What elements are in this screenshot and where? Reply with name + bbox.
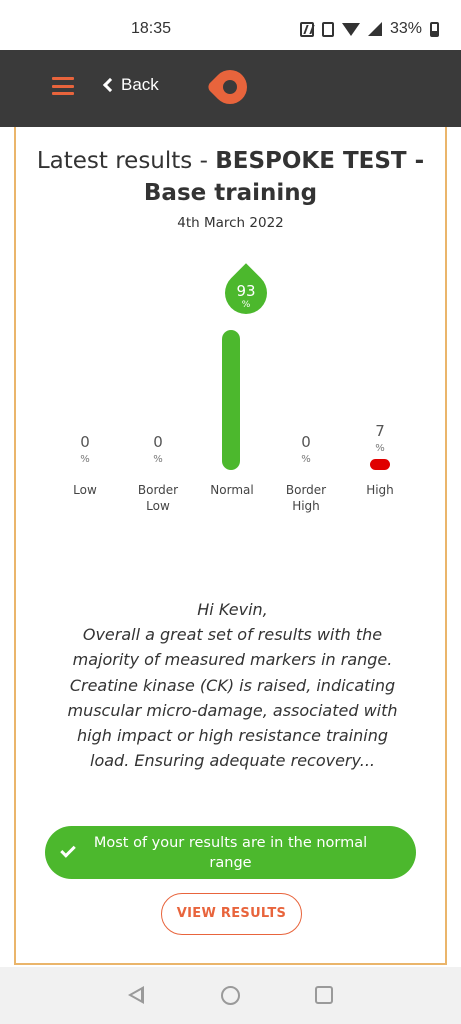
result-column-high xyxy=(343,422,417,454)
result-label-border-high: Border High xyxy=(285,483,327,513)
results-summary-message: Hi Kevin, Overall a great set of results with the majority of measured markers in range. Creatine kinase (CK) is raised, indicating muscular micro-damage, associated with high impact or high resistance training load. Ensuring adequate recovery... xyxy=(67,600,398,771)
status-banner-text: Most of your results are in the normal range xyxy=(93,834,368,871)
result-column-border-high xyxy=(269,433,343,465)
normal-value-bubble xyxy=(225,264,267,314)
nav-recents-icon[interactable] xyxy=(315,986,333,1004)
chevron-left-icon xyxy=(103,78,117,92)
back-button[interactable] xyxy=(102,75,159,95)
high-result-bar xyxy=(370,459,390,470)
vibrate-icon xyxy=(322,22,334,37)
result-value: 93 xyxy=(236,282,256,300)
result-label-high: High xyxy=(366,483,394,497)
result-unit: % xyxy=(80,454,90,465)
app-logo-icon[interactable] xyxy=(206,63,254,111)
title-test-name: BESPOKE TEST - Base training xyxy=(143,148,425,206)
results-date: 4th March 2022 xyxy=(177,215,284,231)
result-unit: % xyxy=(153,454,163,465)
result-label-border-low: Border Low xyxy=(137,483,179,513)
status-icons xyxy=(300,20,439,38)
status-banner xyxy=(45,826,416,879)
signal-icon xyxy=(368,22,382,36)
result-unit: % xyxy=(375,443,385,454)
view-results-button[interactable]: VIEW RESULTS xyxy=(161,893,302,935)
result-value: 0 xyxy=(80,433,90,451)
nav-home-icon[interactable] xyxy=(221,986,240,1005)
back-label: Back xyxy=(121,75,159,94)
page-title xyxy=(16,145,445,209)
nfc-icon xyxy=(300,22,314,37)
result-label-low: Low xyxy=(73,483,97,497)
status-bar xyxy=(0,0,461,50)
battery-percentage: 33% xyxy=(389,20,422,37)
result-unit: % xyxy=(301,454,311,465)
status-time: 18:35 xyxy=(131,20,172,37)
system-navigation-bar xyxy=(0,967,461,1024)
nav-back-icon[interactable] xyxy=(128,986,144,1004)
battery-icon xyxy=(430,22,439,37)
result-value: 0 xyxy=(153,433,163,451)
wifi-icon xyxy=(342,23,360,36)
result-value: 0 xyxy=(301,433,311,451)
result-column-border-low xyxy=(121,433,195,465)
result-label-normal: Normal xyxy=(210,483,254,497)
result-column-low xyxy=(48,433,122,465)
results-card xyxy=(14,127,447,965)
result-value: 7 xyxy=(375,422,385,440)
normal-result-bar xyxy=(222,330,240,470)
result-unit: % xyxy=(241,300,251,310)
menu-icon[interactable] xyxy=(52,77,74,95)
app-header xyxy=(0,50,461,127)
title-prefix: Latest results - xyxy=(36,148,216,174)
